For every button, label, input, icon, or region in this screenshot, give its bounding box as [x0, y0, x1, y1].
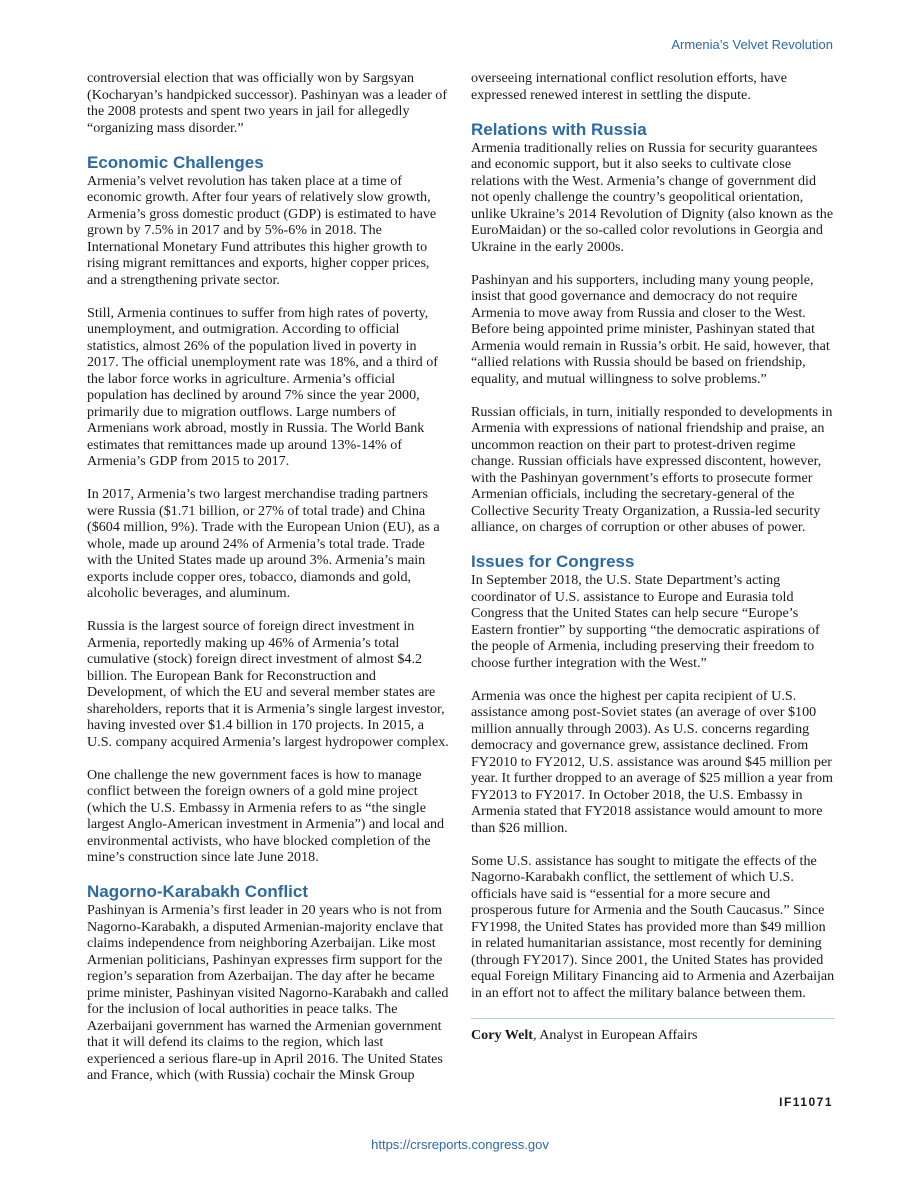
intro-paragraph: controversial election that was officially won by Sargsyan (Kocharyan’s handpicked successor). Pashinyan was a leader of the 2008 protests and spent two years in jail for allegedly “organizing mass disorder.” [87, 70, 448, 136]
economic-paragraph: Russia is the largest source of foreign direct investment in Armenia, reportedly making up 46% of Armenia’s total cumulative (stock) foreign direct investment of almost $4.2 billion. The European Bank for Reconstruction and Development, of which the EU and several member states are shareholders, reports that it is Armenia’s single largest investor, having invested over $1.4 billion in 170 projects. In 2015, a U.S. company acquired Armenia’s largest hydropower complex. [87, 618, 449, 750]
economic-paragraph: In 2017, Armenia’s two largest merchandise trading partners were Russia ($1.71 billion, or 27% of total trade) and China ($604 million, 9%). Trade with the European Union (EU), as a whole, made up around 24% of Armenia’s total trade. Trade with the United States made up around 3%. Armenia’s main exports include copper ores, tobacco, diamonds and gold, alcoholic beverages, and aluminum. [87, 486, 440, 601]
issues-for-congress-heading: Issues for Congress [471, 552, 635, 571]
author-title: , Analyst in European Affairs [532, 1026, 698, 1043]
author-divider [471, 1018, 835, 1019]
report-id: IF11071 [779, 1095, 833, 1109]
congress-paragraph: Some U.S. assistance has sought to mitigate the effects of the Nagorno-Karabakh conflict, the settlement of which U.S. officials have said is “essential for a more secure and prosperous future for Armenia and the South Caucasus.” Since FY1998, the United States has provided more than $49 million in related humanitarian assistance, most recently for demining (through FY2017). Since 2001, the United States has provided equal Foreign Military Financing aid to Armenia and Azerbaijan in an effort not to affect the military balance between them. [471, 852, 835, 1001]
relations-with-russia-heading: Relations with Russia [471, 119, 647, 139]
russia-paragraph: Russian officials, in turn, initially responded to developments in Armenia with expressions of national friendship and praise, an uncommon reaction on their part to protest-driven regime change. Russian officials have expressed discontent, however, with the Pashinyan government’s efforts to prosecute former Armenian officials, including the secretary-general of the Collective Security Treaty Organization, a Russia-led security alliance, on charges of corruption or other abuses of power. [471, 403, 833, 535]
continuation-paragraph: overseeing international conflict resolution efforts, have expressed renewed interest in settling the dispute. [471, 70, 787, 103]
author-name: Cory Welt [471, 1026, 533, 1043]
footer-url-link[interactable]: https://crsreports.congress.gov [371, 1137, 549, 1152]
economic-paragraph: Still, Armenia continues to suffer from high rates of poverty, unemployment, and outmigration. According to official statistics, almost 26% of the population lived in poverty in 2017. The official unemployment rate was 18%, and a third of the labor force works in agriculture. Armenia’s official population has declined by around 7% since the year 2000, primarily due to migration outflows. Large numbers of Armenians work abroad, mostly in Russia. The World Bank estimates that remittances made up around 13%-14% of Armenia’s GDP from 2015 to 2017. [87, 304, 438, 469]
running-head-title: Armenia’s Velvet Revolution [671, 37, 833, 52]
economic-paragraph: One challenge the new government faces is how to manage conflict between the foreign owners of a gold mine project (which the U.S. Embassy in Armenia refers to as “the single largest Anglo-American investment in Armenia”) and local and environmental activists, who have blocked completion of the mine’s construction since late June 2018. [87, 766, 445, 865]
russia-paragraph: Armenia traditionally relies on Russia for security guarantees and economic support, but it also seeks to cultivate close relations with the West. Armenia’s change of government did not openly challenge the country’s geopolitical orientation, unlike Ukraine’s 2014 Revolution of Dignity (also known as the EuroMaidan) or the so-called color revolutions in Georgia and Ukraine in the early 2000s. [471, 139, 834, 255]
author-byline [471, 1027, 835, 1044]
congress-paragraph: In September 2018, the U.S. State Department’s acting coordinator of U.S. assistance to Europe and Eurasia told Congress that the United States can help secure “Europe’s Eastern frontier” by supporting “the democratic aspirations of the people of Armenia, including preserving their freedom to choose further integration with the West.” [471, 572, 820, 671]
congress-paragraph: Armenia was once the highest per capita recipient of U.S. assistance among post-Soviet states (an average of over $100 million annually through 2003). As U.S. concerns regarding democracy and governance grew, assistance declined. From FY2010 to FY2012, U.S. assistance was around $45 million per year. It further dropped to an average of $25 million a year from FY2013 to FY2017. In October 2018, the U.S. Embassy in Armenia stated that FY2018 assistance would amount to more than $26 million. [471, 687, 833, 836]
nagorno-karabakh-heading: Nagorno-Karabakh Conflict [87, 882, 309, 901]
russia-paragraph: Pashinyan and his supporters, including many young people, insist that good governance and democracy do not require Armenia to move away from Russia and closer to the West. Before being appointed prime minister, Pashinyan stated that Armenia would remain in Russia’s orbit. He said, however, that “allied relations with Russia should be based on friendship, equality, and mutual willingness to solve problems.” [471, 271, 830, 387]
left-column [87, 70, 451, 1100]
right-column [471, 70, 835, 1043]
karabakh-paragraph: Pashinyan is Armenia’s first leader in 20 years who is not from Nagorno-Karabakh, a disputed Armenian-majority enclave that claims independence from neighboring Azerbaijan. Like most Armenian politicians, Pashinyan expresses firm support for the region’s separation from Azerbaijan. The day after he became prime minister, Pashinyan visited Nagorno-Karabakh and called for the inclusion of local authorities in peace talks. The Azerbaijani government has warned the Armenian government that it will defend its claims to the region, which last experienced a serious flare-up in April 2016. The United States and France, which (with Russia) cochair the Minsk Group [87, 902, 449, 1083]
economic-challenges-heading: Economic Challenges [87, 152, 264, 172]
economic-paragraph: Armenia’s velvet revolution has taken place at a time of economic growth. After four years of relatively slow growth, Armenia’s gross domestic product (GDP) is estimated to have grown by 7.5% in 2017 and by 5%-6% in 2018. The International Monetary Fund attributes this higher growth to rising migrant remittances and exports, higher copper prices, and a strengthening private sector. [87, 172, 437, 288]
